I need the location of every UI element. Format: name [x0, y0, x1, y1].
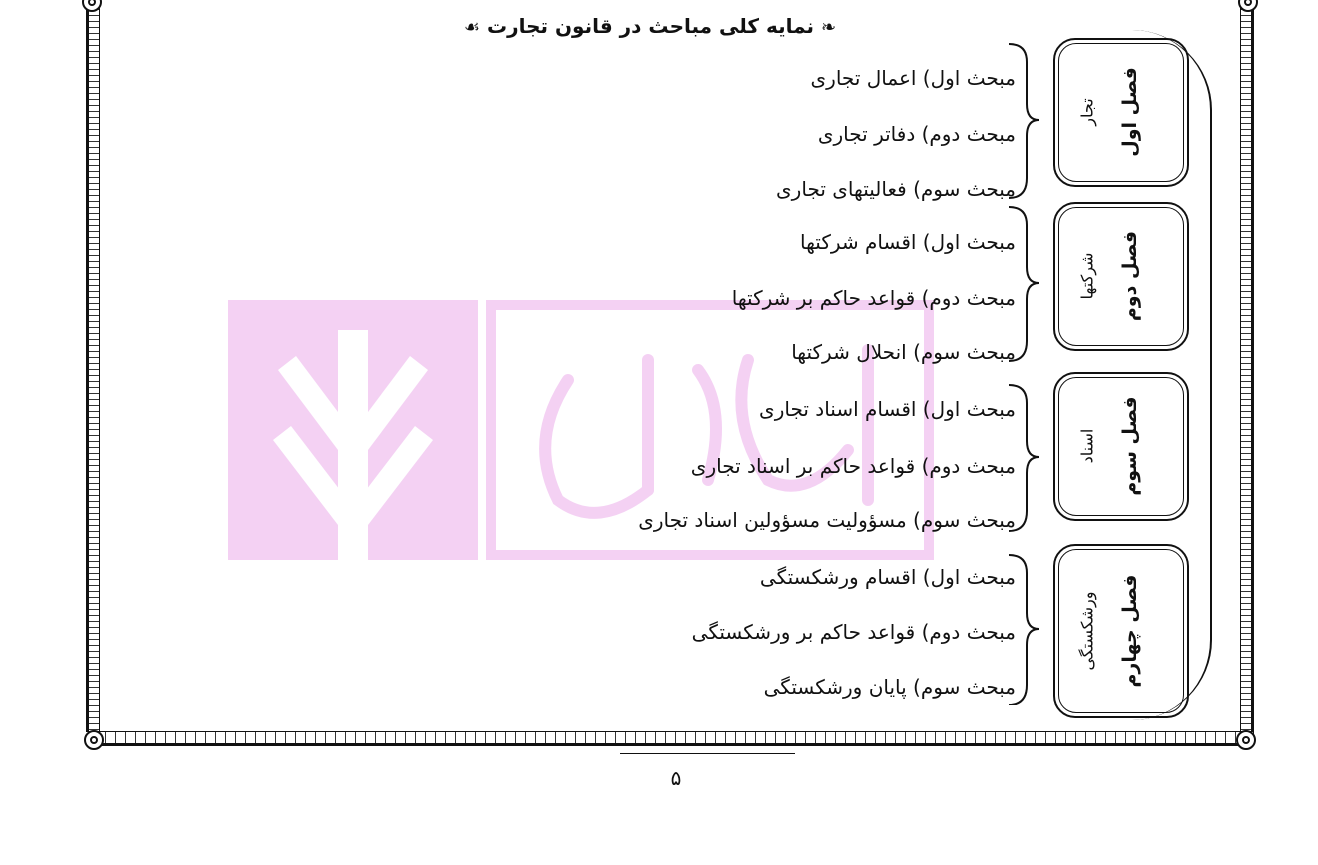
chapter-box-4 [1053, 544, 1189, 718]
title-ornament-right: ❧ [821, 17, 837, 38]
section-line: مبحث دوم) قواعد حاکم بر اسناد تجاری [690, 454, 1016, 478]
chapter-subject: تجار [1077, 98, 1097, 126]
section-line: مبحث سوم) انحلال شرکتها [791, 340, 1016, 364]
title-text: نمایه کلی مباحث در قانون تجارت [486, 14, 815, 38]
section-line: مبحث سوم) پایان ورشکستگی [763, 675, 1016, 699]
section-line: مبحث دوم) قواعد حاکم بر شرکتها [731, 286, 1016, 310]
section-line: مبحث دوم) قواعد حاکم بر ورشکستگی [691, 620, 1016, 644]
title-ornament-left: ☙ [463, 17, 480, 38]
section-line: مبحث اول) اقسام شرکتها [799, 230, 1016, 254]
page-frame-bottom [86, 731, 1253, 746]
chapter-title: فصل اول [1119, 67, 1141, 157]
chapter-title: فصل دوم [1119, 230, 1141, 322]
chapter-title: فصل چهارم [1119, 574, 1141, 688]
chapter-subject: اسناد [1077, 428, 1097, 464]
section-line: مبحث اول) اعمال تجاری [810, 66, 1016, 90]
page-title [300, 14, 1000, 38]
chapter-box-1 [1053, 38, 1189, 187]
chapter-title: فصل سوم [1119, 396, 1141, 496]
section-line: مبحث اول) اقسام ورشکستگی [759, 565, 1016, 589]
page-frame-right [1240, 0, 1254, 741]
page-frame-left [86, 0, 100, 741]
chapter-subject: ورشکستگی [1077, 591, 1097, 671]
page-number: ۵ [670, 766, 682, 790]
footer-rule [620, 753, 795, 754]
chapter-box-2 [1053, 202, 1189, 351]
section-line: مبحث سوم) فعالیتهای تجاری [776, 177, 1016, 201]
frame-corner-ornament [1236, 730, 1256, 750]
section-line: مبحث سوم) مسؤولیت مسؤولین اسناد تجاری [638, 508, 1016, 532]
section-line: مبحث اول) اقسام اسناد تجاری [759, 397, 1016, 421]
chapter-box-3 [1053, 372, 1189, 521]
section-line: مبحث دوم) دفاتر تجاری [817, 122, 1016, 146]
chapter-subject: شرکتها [1077, 252, 1097, 300]
frame-corner-ornament [84, 730, 104, 750]
